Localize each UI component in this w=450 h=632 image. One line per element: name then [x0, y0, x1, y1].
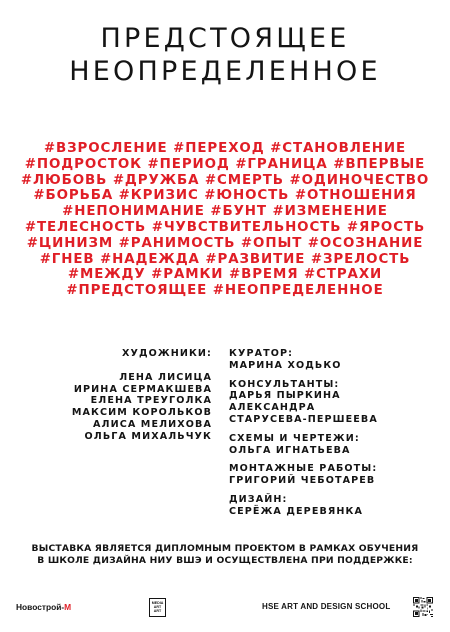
hashtag-line: #ПРЕДСТОЯЩЕЕ #НЕОПРЕДЕЛЕННОЕ: [66, 283, 384, 299]
consultant-name: АЛЕКСАНДРА: [229, 402, 316, 414]
installation-heading: МОНТАЖНЫЕ РАБОТЫ:: [229, 463, 378, 475]
hashtag-line: #ВЗРОСЛЕНИЕ #ПЕРЕХОД #СТАНОВЛЕНИЕ: [43, 141, 407, 156]
hashtag-line: #БОРЬБА #КРИЗИС #ЮНОСТЬ #ОТНОШЕНИЯ: [33, 188, 417, 204]
hashtag-line: #ГНЕВ #НАДЕЖДА #РАЗВИТИЕ #ЗРЕЛОСТЬ: [39, 251, 411, 267]
artist-name: МАКСИМ КОРОЛЬКОВ: [71, 407, 212, 419]
poster-title: [0, 22, 450, 88]
media-logo-line: ART: [153, 609, 162, 614]
support-note: [0, 543, 450, 567]
consultant-name: ДАРЬЯ ПЫРКИНА: [229, 390, 341, 402]
title-line-2: НЕОПРЕДЕЛЕННОЕ: [69, 56, 381, 87]
design-name: СЕРЁЖА ДЕРЕВЯНКА: [229, 505, 363, 517]
design-block: [229, 494, 378, 518]
qr-code-icon: [413, 597, 433, 617]
artist-name: ИРИНА СЕРМАКШЕВА: [73, 383, 212, 395]
novostroy-logo-accent: М: [64, 602, 72, 612]
curator-heading: КУРАТОР:: [229, 348, 294, 359]
title-line-1: ПРЕДСТОЯЩЕЕ: [100, 23, 350, 54]
hashtag-line: #ПОДРОСТОК #ПЕРИОД #ГРАНИЦА #ВПЕРВЫЕ: [24, 156, 426, 172]
credits-column: [229, 348, 378, 525]
hashtag-line: #НЕПОНИМАНИЕ #БУНТ #ИЗМЕНЕНИЕ: [62, 204, 388, 220]
installation-name: ГРИГОРИЙ ЧЕБОТАРЕВ: [229, 475, 376, 487]
artists-heading: ХУДОЖНИКИ:: [121, 348, 212, 359]
novostroy-logo-text: Новострой-: [16, 602, 65, 612]
hashtag-line: #МЕЖДУ #РАМКИ #ВРЕМЯ #СТРАХИ: [67, 267, 383, 283]
artist-name: АЛИСА МЕЛИХОВА: [92, 418, 212, 430]
artist-name: ЕЛЕНА ТРЕУГОЛКА: [90, 395, 212, 407]
consultants-heading: КОНСУЛЬТАНТЫ:: [229, 378, 340, 390]
media-art-logo: [149, 598, 166, 617]
support-note-line: В ШКОЛЕ ДИЗАЙНА НИУ ВШЭ И ОСУЩЕСТВЛЕНА ПРИ ПОДДЕРЖКЕ:: [37, 555, 413, 566]
hse-logo: HSE ART AND DESIGN SCHOOL: [262, 602, 391, 611]
consultant-name: СТАРУСЕВА-ПЕРШЕЕВА: [229, 413, 378, 425]
curator-name: МАРИНА ХОДЬКО: [229, 359, 342, 371]
schemes-name: ОЛЬГА ИГНАТЬЕВА: [229, 444, 351, 456]
hashtag-line: #ЛЮБОВЬ #ДРУЖБА #СМЕРТЬ #ОДИНОЧЕСТВО: [20, 172, 430, 188]
artists-column: [72, 348, 212, 443]
artist-name: ЛЕНА ЛИСИЦА: [119, 371, 212, 383]
hashtag-line: #ТЕЛЕСНОСТЬ #ЧУВСТВИТЕЛЬНОСТЬ #ЯРОСТЬ: [24, 219, 426, 235]
hashtag-block: [0, 141, 450, 299]
schemes-heading: СХЕМЫ И ЧЕРТЕЖИ:: [229, 432, 360, 444]
media-logo-line: MEDIA: [151, 601, 164, 605]
design-heading: ДИЗАЙН:: [229, 493, 288, 505]
schemes-block: [229, 433, 378, 457]
hashtag-line: #ЦИНИЗМ #РАНИМОСТЬ #ОПЫТ #ОСОЗНАНИЕ: [26, 235, 424, 251]
consultants-block: [229, 379, 378, 426]
novostroy-logo: [16, 602, 71, 612]
installation-block: [229, 463, 378, 487]
artist-name: ОЛЬГА МИХАЛЬЧУК: [84, 430, 212, 442]
media-logo-line: ART: [153, 605, 162, 610]
support-note-line: ВЫСТАВКА ЯВЛЯЕТСЯ ДИПЛОМНЫМ ПРОЕКТОМ В РАМКАХ ОБУЧЕНИЯ: [31, 543, 419, 554]
curator-block: [229, 348, 378, 372]
